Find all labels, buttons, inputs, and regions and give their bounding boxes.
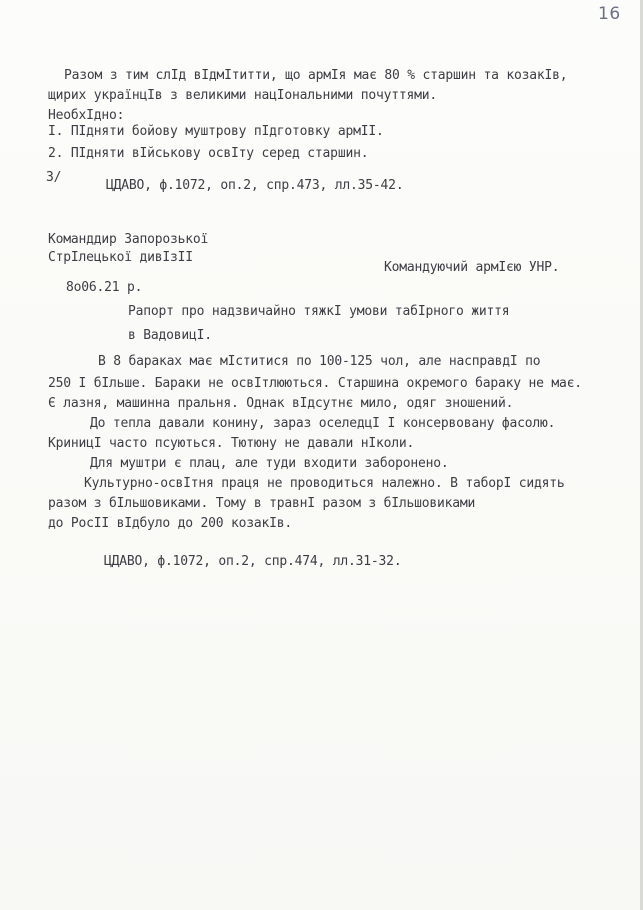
sender-title: Команддир Запорозької <box>48 232 209 247</box>
page-number: 16 <box>598 4 621 24</box>
body-line: 250 І бІльше. Бараки не освІтлюються. Старшина окремого бараку не має. <box>48 376 582 391</box>
body-line: разом з бІльшовиками. Тому в травнІ разом з бІльшовиками <box>48 496 476 511</box>
sender-title: СтрІлецької дивІзІІ <box>48 250 193 265</box>
body-line: До тепла давали конину, зараз оселедцІ І консервовану фасолю. <box>90 416 556 431</box>
list-item: I. ПІдняти бойову муштрову пІдготовку армІІ. <box>48 124 384 139</box>
list-item: 2. ПІдняти вІйськову освІту серед старшин. <box>48 146 369 161</box>
report-title: в ВадовицІ. <box>128 328 212 343</box>
body-line: Є лазня, машинна пральня. Однак вІдсутнє мило, одяг зношений. <box>48 396 514 411</box>
archive-citation: ЦДАВО, ф.1072, оп.2, спр.474, лл.31-32. <box>104 554 402 569</box>
body-line: КриницІ часто псуються. Тютюну не давали нІколи. <box>48 436 415 451</box>
handwritten-mark: 3/ <box>46 170 62 185</box>
report-date: 8о06.21 р. <box>66 280 143 295</box>
body-line: Культурно-освІтня праця не проводиться належно. В таборІ сидять <box>84 476 565 491</box>
text-line: Разом з тим слІд вІдмІтитти, що армІя має 80 % старшин та козакІв, <box>64 68 568 83</box>
body-line: Для муштри є плац, але туди входити заборонено. <box>90 456 449 471</box>
recipient: Командуючий армІєю УНР. <box>384 260 560 275</box>
archive-citation: ЦДАВО, ф.1072, оп.2, спр.473, лл.35-42. <box>106 178 404 193</box>
text-line: НеобхІдно: <box>48 108 125 123</box>
body-line: В 8 бараках має мІститися по 100-125 чол, але насправдІ по <box>98 354 541 369</box>
text-line: щирих українцІв з великими нацІональними почуттями. <box>48 88 437 103</box>
body-line: до РосІІ вІдбуло до 200 козакІв. <box>48 516 293 531</box>
report-title: Рапорт про надзвичайно тяжкІ умови табІрного життя <box>128 304 510 319</box>
